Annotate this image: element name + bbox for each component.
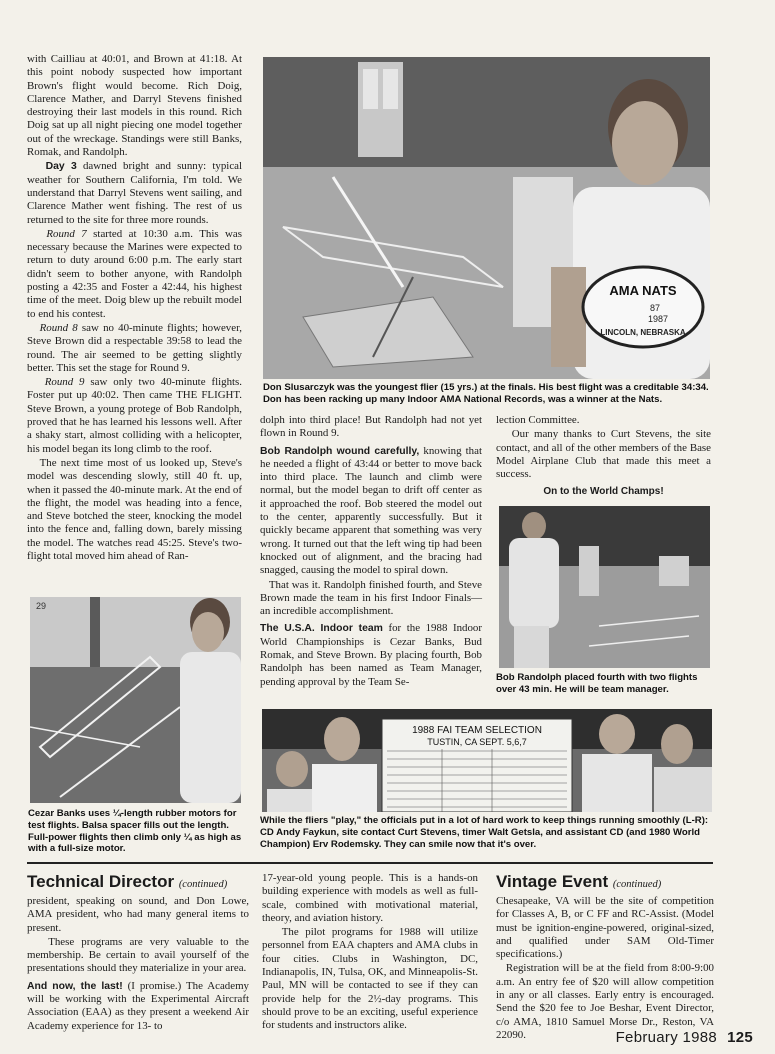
photo-image bbox=[30, 597, 241, 803]
lead-in: The U.S.A. Indoor team bbox=[260, 623, 383, 635]
paragraph bbox=[27, 936, 249, 976]
article-column-3 bbox=[496, 414, 711, 503]
paragraph bbox=[260, 579, 482, 619]
paragraph bbox=[27, 376, 242, 456]
frame-label: 29 bbox=[36, 601, 47, 611]
vintage-event-title: Vintage Event bbox=[496, 872, 609, 891]
article-column-2 bbox=[260, 414, 482, 690]
lead-in: Round 7 bbox=[46, 227, 87, 240]
paragraph bbox=[27, 322, 242, 375]
paragraph-text: The next time most of us looked up, Steve's model was descending slowly, still 40 ft. up, when it passed the 40-minute mark. At the end of the flight, the model was heading into a fence, and Steve botched the steer, knocking the model into the fence and, falling down, barely missing the model. The watches read 45:25. Steve's two-flight total moved him ahead of Ran- bbox=[27, 456, 243, 562]
paragraph: 17-year-old young people. This is a hands-on building experience with models as well as full-scale, combined with motivational material, theory, and aviation history. bbox=[262, 872, 478, 924]
technical-director-title: Technical Director bbox=[27, 872, 175, 891]
vintage-event-column bbox=[496, 872, 714, 1043]
section-title bbox=[496, 872, 714, 895]
shirt-text: 87 bbox=[649, 303, 661, 313]
lead-in: Bob Randolph wound carefully, bbox=[260, 445, 420, 457]
board-heading: TUSTIN, CA SEPT. 5,6,7 bbox=[427, 737, 527, 747]
paragraph-text: knowing that he needed a flight of 43:44 or better to move back into third place. The launch and climb were normal, but the model began to drift off center as it approached the roof. Bob steered the model out to the center, apparently successfully. But it quickly became apparent that something was very wrong. It turned out that the left wing tip had been knocked out of alignment, and the bracing had snagged, causing the model to spiral down. bbox=[260, 444, 482, 577]
photo-officials bbox=[262, 709, 712, 812]
paragraph bbox=[260, 622, 482, 688]
board-heading: 1988 FAI TEAM SELECTION bbox=[412, 725, 542, 736]
shirt-text: LINCOLN, NEBRASKA bbox=[600, 328, 686, 337]
continued-label: (continued) bbox=[612, 879, 662, 890]
lead-in: Round 9 bbox=[44, 376, 85, 389]
paragraph bbox=[27, 457, 242, 563]
paragraph-text: (I promise.) The Academy will be working with the Experimental Aircraft Association (EAA) as they present a weekend Air Academy experience for 13- to bbox=[27, 979, 249, 1032]
paragraph bbox=[260, 445, 482, 578]
paragraph bbox=[262, 926, 478, 1032]
paragraph: Chesapeake, VA will be the site of competition for Classes A, B, or C FF and RC-Assist. (Model must be ignition-engine-powered, original-sized, and qualified under SAM Old-Timer specifications.) bbox=[496, 895, 714, 961]
photo-cezar-banks bbox=[30, 597, 241, 803]
paragraph-text: Registration will be at the field from 8:00-9:00 a.m. An entry fee of $20 will allow competition in any or all classes. Early entry is encouraged. Send the $20 fee to Joe Beshar, Event Director, c/o AMA, 1810 Samuel Morse Dr., Reston, VA 22090. bbox=[496, 962, 714, 1041]
paragraph-text: The pilot programs for 1988 will utilize personnel from EAA chapters and AMA clubs in four cities. Clubs in Washington, DC, Indianapolis, IN, Tulsa, OK, and Minneapolis-St. Paul, MN will be contacted to see if they can provide help for the 2½-day programs. This should prove to be an exciting, useful experience for students and instructors alike. bbox=[262, 926, 478, 1032]
section-divider bbox=[27, 862, 713, 864]
paragraph-text: That was it. Randolph finished fourth, and Steve Brown made the team in his first Indoor Finals—an incredible accomplishment. bbox=[260, 578, 482, 618]
issue-date: February 1988 bbox=[615, 1029, 718, 1046]
paragraph-text: started at 10:30 a.m. This was necessary because the Marines were expected to return to duty around 6:00 p.m. The early start didn't seem to bother anyone, with Randolph posting a 42:35 and Foster a 42:44, his highest time of the meet. Doig blew up the rebuilt model to end his contest. bbox=[27, 227, 242, 320]
paragraph-text: saw only two 40-minute flights. Foster put up 40:02. Then came THE FLIGHT. Steve Brown, a young protege of Bob Randolph, proved that he has learned his lessons well. After a shaky start, almost colliding with a helicopter, his model began its long climb to the roof. bbox=[27, 376, 242, 455]
caption-top-photo: Don Slusarczyk was the youngest flier (15 yrs.) at the finals. His best flight was a creditable 34:34. Don has been racking up many Indoor AMA National Records, was a winner at the Nats. bbox=[263, 382, 709, 405]
paragraph bbox=[496, 428, 711, 481]
photo-bob-randolph bbox=[499, 506, 710, 668]
paragraph bbox=[27, 228, 242, 321]
lead-in: And now, the last! bbox=[27, 980, 123, 992]
photo-image bbox=[263, 57, 710, 379]
paragraph: with Cailliau at 40:01, and Brown at 41:18. At this point nobody suspected how important Brown's flight would become. Rich Doig, Clarence Mather, and Darryl Stevens finished destroying their last models in this round. Rich Doig sat up all night piecing one model together out of the wreckage. Standings were still Banks, Romak, and Randolph. bbox=[27, 53, 242, 159]
paragraph-text: dawned bright and sunny: typical weather for Southern California, I'm told. We understand that Darryl Stevens went sailing, and Clarence Mather went fishing. The rest of us returned to the site for three more rounds. bbox=[27, 160, 243, 226]
continued-label: (continued) bbox=[178, 879, 228, 890]
paragraph-text: These programs are very valuable to the membership. Be certain to avail yourself of the presentations should they materialize in your area. bbox=[27, 935, 249, 975]
paragraph bbox=[27, 980, 249, 1033]
photo-don-slusarczyk bbox=[263, 57, 710, 379]
paragraph: president, speaking on sound, and Don Lowe, AMA president, who had many general items to present. bbox=[27, 895, 249, 934]
caption-cezar-banks: Cezar Banks uses ¼-length rubber motors for test flights. Balsa spacer fills out the length. Full-power flights then climb only ¼ as high as with a full-size motor. bbox=[28, 808, 242, 855]
paragraph-text: Our many thanks to Curt Stevens, the site contact, and all of the other members of the Base Model Airplane Club that made this meet a success. bbox=[496, 428, 711, 481]
lead-in: Round 8 bbox=[39, 321, 78, 334]
caption-bob-randolph: Bob Randolph placed fourth with two flights over 43 min. He will be team manager. bbox=[496, 672, 698, 695]
paragraph-text: saw no 40-minute flights; however, Steve Brown did a respectable 39:58 to lead the round. The air seemed to be getting slightly better. This set the stage for Round 9. bbox=[27, 321, 242, 374]
shirt-text: AMA NATS bbox=[609, 283, 677, 298]
page-number: 125 bbox=[727, 1029, 753, 1046]
technical-director-column-2 bbox=[262, 872, 478, 1034]
caption-officials: While the fliers "play," the officials put in a lot of hard work to keep things running smoothly (L-R): CD Andy Faykun, site contact Curt Stevens, timer Walt Getsla, and assistant CD (and 1980 World Champion) Erv Rodemsky. They can smile now that it's over. bbox=[260, 815, 709, 850]
article-column-1 bbox=[27, 53, 242, 564]
section-title bbox=[27, 872, 249, 895]
paragraph: lection Committee. bbox=[496, 414, 580, 426]
paragraph: dolph into third place! But Randolph had not yet flown in Round 9. bbox=[260, 414, 482, 440]
page-footer bbox=[616, 1029, 753, 1046]
paragraph bbox=[27, 160, 242, 226]
lead-in: Day 3 bbox=[45, 161, 77, 173]
photo-image bbox=[262, 709, 712, 812]
shirt-text: 1987 bbox=[647, 314, 669, 324]
paragraph-text: for the 1988 Indoor World Championships is Cezar Banks, Bud Romak, and Steve Brown. By placing fourth, Bob Randolph has been named as Team Manager, pending approval by the Team Se- bbox=[260, 622, 482, 688]
photo-image bbox=[499, 506, 710, 668]
subheading: On to the World Champs! bbox=[543, 486, 664, 498]
technical-director-column-1 bbox=[27, 872, 249, 1034]
